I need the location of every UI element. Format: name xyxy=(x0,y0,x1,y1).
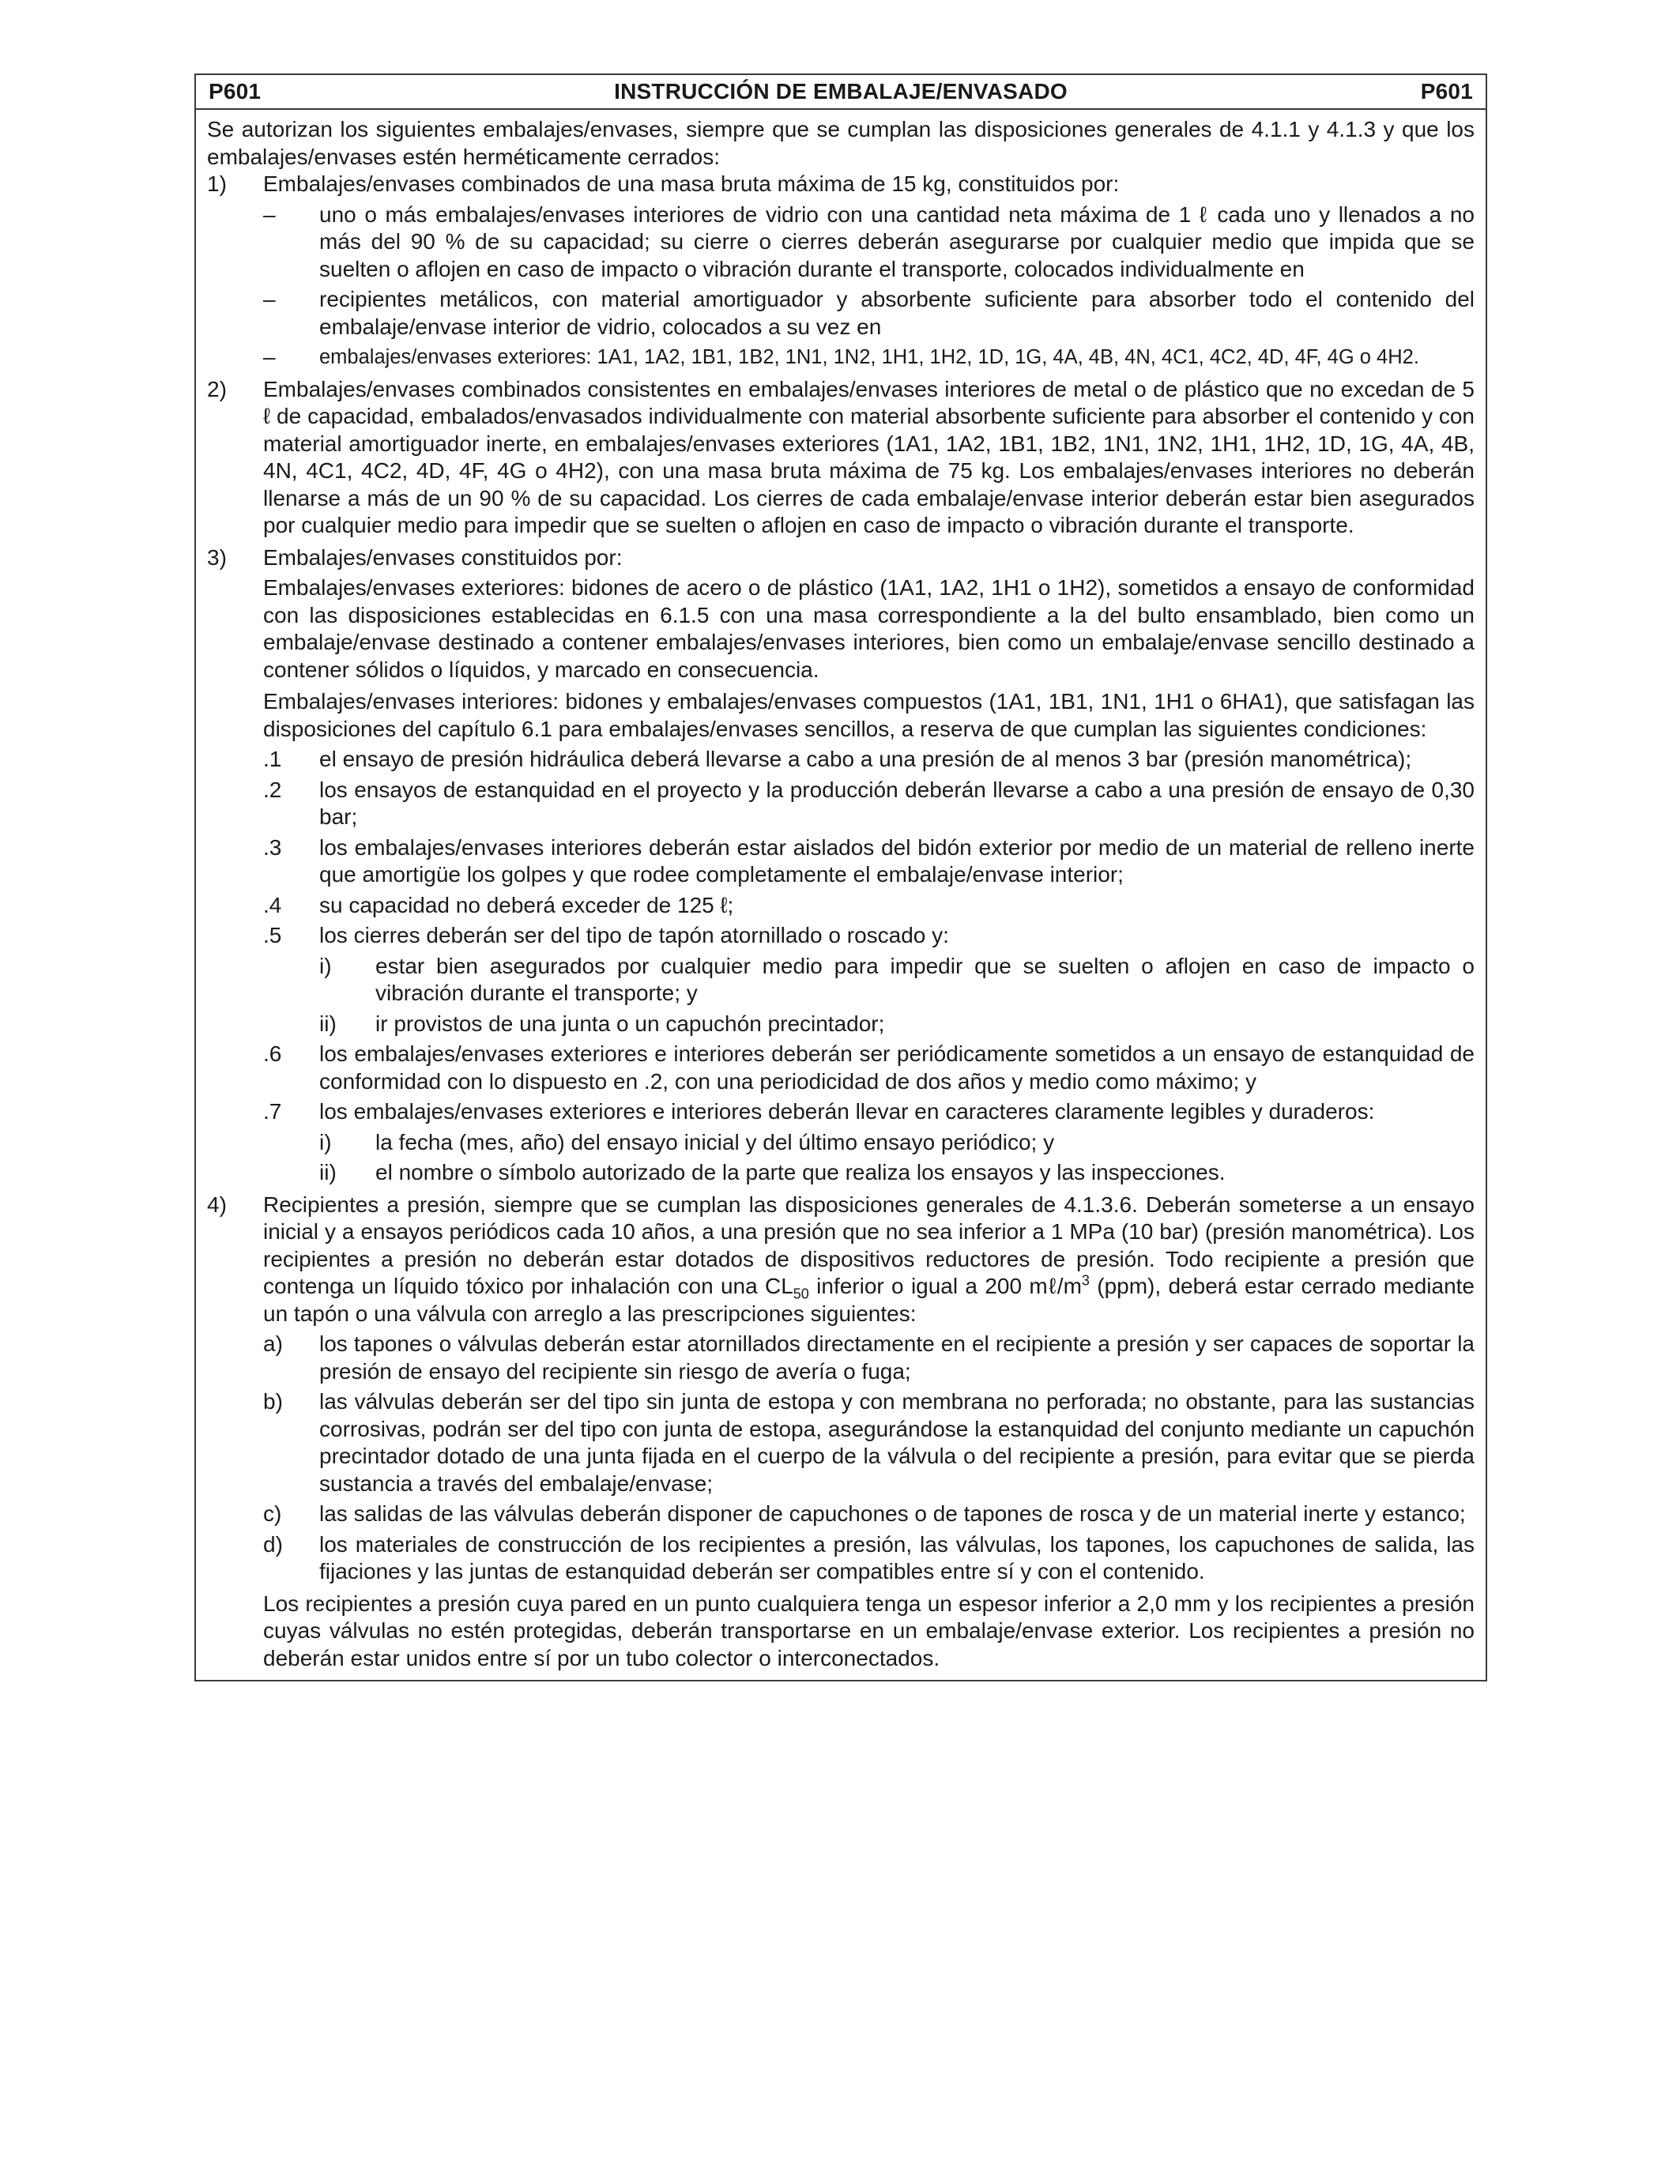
sub-condition-text: ir provistos de una junta o un capuchón precintador; xyxy=(375,1011,885,1036)
condition-number: .5 xyxy=(263,923,282,947)
condition-item xyxy=(207,892,1475,920)
sub-condition-item xyxy=(207,1159,1475,1187)
section-number: 4) xyxy=(207,1192,227,1217)
list-item xyxy=(207,201,1475,284)
sub-condition-text: el nombre o símbolo autorizado de la parte que realiza los ensayos y las inspecciones. xyxy=(375,1160,1226,1184)
condition-text: los cierres deberán ser del tipo de tapón atornillado o roscado y: xyxy=(319,923,949,947)
dash-marker: – xyxy=(263,345,276,369)
requirement-letter: c) xyxy=(263,1501,282,1526)
list-item-text: recipientes metálicos, con material amortiguador y absorbente suficiente para absorber todo el contenido del embalaje/envase interior de vidrio, colocados a su vez en xyxy=(319,287,1475,339)
requirement-item xyxy=(207,1388,1475,1497)
list-item xyxy=(207,286,1475,341)
condition-item xyxy=(207,922,1475,950)
instruction-title: INSTRUCCIÓN DE EMBALAJE/ENVASADO xyxy=(614,79,1068,104)
section-number: 1) xyxy=(207,171,227,196)
requirement-item xyxy=(207,1531,1475,1586)
requirement-letter: d) xyxy=(263,1531,283,1557)
sub-condition-item xyxy=(207,1011,1475,1038)
condition-number: .3 xyxy=(263,834,282,860)
sub-condition-item xyxy=(207,1129,1475,1157)
sub-condition-text: la fecha (mes, año) del ensayo inicial y del último ensayo periódico; y xyxy=(375,1129,1055,1154)
sub-condition-text: estar bien asegurados por cualquier medio para impedir que se suelten o aflojen en caso de impacto o vibración durante el transporte; y xyxy=(375,953,1475,1005)
instruction-code-right: P601 xyxy=(1420,79,1473,104)
section-1 xyxy=(207,171,1475,198)
requirement-item xyxy=(207,1501,1475,1528)
condition-number: .6 xyxy=(263,1041,282,1066)
section-text: Embalajes/envases combinados de una masa bruta máxima de 15 kg, constituidos por: xyxy=(263,171,1120,196)
condition-item xyxy=(207,1098,1475,1126)
condition-number: .2 xyxy=(263,777,282,802)
section-text xyxy=(263,1192,1475,1328)
section-3 xyxy=(207,544,1475,572)
condition-text: los ensayos de estanquidad en el proyecto y la producción deberán llevarse a cabo a una presión de ensayo de 0,30 bar; xyxy=(319,777,1475,829)
section-text: Embalajes/envases constituidos por: xyxy=(263,544,623,570)
dash-marker: – xyxy=(263,201,276,227)
section-text-part: inferior o igual a 200 mℓ/m xyxy=(808,1274,1082,1298)
condition-number: .7 xyxy=(263,1099,282,1124)
instruction-code-left: P601 xyxy=(209,79,262,104)
outer-packagings-paragraph: Embalajes/envases exteriores: bidones de acero o de plástico (1A1, 1A2, 1H1 o 1H2), sometidos a ensayo de conformidad con las disposiciones establecidas en 6.1.5 con una masa correspondiente a la del bulto ensamblado, bien como un embalaje/envase destinado a contener embalajes/envases interiores, bien como un embalaje/envase sencillo destinado a contener sólidos o líquidos, y marcado en consecuencia. xyxy=(263,575,1475,682)
condition-text: los embalajes/envases exteriores e interiores deberán ser periódicamente sometidos a un ensayo de estanquidad de conformidad con lo dispuesto en .2, con una periodicidad de dos años y medio como máximo; y xyxy=(319,1041,1475,1094)
requirement-letter: a) xyxy=(263,1331,283,1356)
requirement-text: las válvulas deberán ser del tipo sin junta de estopa y con membrana no perforada; no obstante, para las sustancias corrosivas, podrán ser del tipo con junta de estopa, asegurándose la estanquidad del conjunto mediante un capuchón precintador dotado de una junta fijada en el cuerpo de la válvula o del recipiente a presión, para evitar que se pierda sustancia a través del embalaje/envase; xyxy=(319,1389,1475,1496)
sub-condition-item xyxy=(207,953,1475,1007)
condition-item xyxy=(207,746,1475,774)
requirement-text: los tapones o válvulas deberán estar atornillados directamente en el recipiente a presión y ser capaces de soportar la presión de ensayo del recipiente sin riesgo de avería o fuga; xyxy=(319,1331,1475,1384)
condition-text: su capacidad no deberá exceder de 125 ℓ; xyxy=(319,892,734,917)
list-item-text: uno o más embalajes/envases interiores de vidrio con una cantidad neta máxima de 1 ℓ cada uno y llenados a no más del 90 % de su capacidad; su cierre o cierres deberán asegurarse por cualquier medio que impida que se suelten o aflojen en caso de impacto o vibración durante el transporte, colocados individualmente en xyxy=(319,201,1475,281)
condition-text: los embalajes/envases exteriores e interiores deberán llevar en caracteres claramente legibles y duraderos: xyxy=(319,1099,1375,1124)
dash-marker: – xyxy=(263,287,276,311)
packing-instruction-table xyxy=(194,73,1487,1681)
subscript-50: 50 xyxy=(793,1286,809,1302)
section-2 xyxy=(207,376,1475,540)
intro-paragraph: Se autorizan los siguientes embalajes/envases, siempre que se cumplan las disposiciones generales de 4.1.1 y 4.1.3 y que los embalajes/envases estén herméticamente cerrados: xyxy=(207,117,1475,169)
sub-condition-number: i) xyxy=(319,953,332,978)
sub-condition-number: ii) xyxy=(319,1160,337,1184)
condition-number: .1 xyxy=(263,747,282,771)
section-number: 3) xyxy=(207,544,227,570)
condition-text: los embalajes/envases interiores deberán estar aislados del bidón exterior por medio de un material de relleno inerte que amortigüe los golpes y que rodee completamente el embalaje/envase interior; xyxy=(319,834,1475,887)
inner-packagings-paragraph: Embalajes/envases interiores: bidones y embalajes/envases compuestos (1A1, 1B1, 1N1, 1H1 o 6HA1), que satisfagan las disposiciones del capítulo 6.1 para embalajes/envases sencillos, a reserva de que cumplan las siguientes condiciones: xyxy=(263,689,1475,741)
list-item xyxy=(207,344,1475,371)
requirement-item xyxy=(207,1331,1475,1385)
condition-item xyxy=(207,777,1475,831)
section-text: Embalajes/envases combinados consistentes en embalajes/envases interiores de metal o de plástico que no excedan de 5 ℓ de capacidad, embalados/envasados individualmente con material absorbente suficiente para absorber el contenido y con material amortiguador inerte, en embalajes/envases exteriores (1A1, 1A2, 1B1, 1B2, 1N1, 1N2, 1H1, 1H2, 1D, 1G, 4A, 4B, 4N, 4C1, 4C2, 4D, 4F, 4G o 4H2), con una masa bruta máxima de 75 kg. Los embalajes/envases interiores no deberán llenarse a más de un 90 % de su capacidad. Los cierres de cada embalaje/envase interior deberán estar bien asegurados por cualquier medio para impedir que se suelten o aflojen en caso de impacto o vibración durante el transporte. xyxy=(263,376,1475,537)
section-number: 2) xyxy=(207,376,227,401)
section-text-part: (ppm), deberá estar cerrado mediante un tapón o una válvula con arreglo a las prescripciones siguientes: xyxy=(263,1274,1475,1326)
condition-number: .4 xyxy=(263,892,282,917)
requirement-text: los materiales de construcción de los recipientes a presión, las válvulas, los tapones, los capuchones de salida, las fijaciones y las juntas de estanquidad deberán ser compatibles entre sí y con el contenido. xyxy=(319,1531,1475,1583)
list-item-text: embalajes/envases exteriores: 1A1, 1A2, 1B1, 1B2, 1N1, 1N2, 1H1, 1H2, 1D, 1G, 4A, 4B, 4N, 4C1, 4C2, 4D, 4F, 4G o 4H2. xyxy=(319,346,1419,368)
section-text-part: Recipientes a presión, siempre que se cumplan las disposiciones generales de 4.1.3.6. Deberán someterse a un ensayo inicial y a ensayos periódicos cada 10 años, a una presión que no sea inferior a 1 MPa (10 bar) (presión manométrica). Los recipientes a presión no deberán estar dotados de dispositivos reductores de presión. Todo recipiente a presión que contenga un líquido tóxico por inhalación con una CL xyxy=(263,1192,1475,1298)
condition-item xyxy=(207,1041,1475,1095)
condition-item xyxy=(207,834,1475,889)
table-body xyxy=(196,110,1486,1680)
requirement-text: las salidas de las válvulas deberán disponer de capuchones o de tapones de rosca y de un material inerte y estanco; xyxy=(319,1501,1466,1526)
section-4 xyxy=(207,1192,1475,1328)
sub-condition-number: ii) xyxy=(319,1011,337,1036)
condition-text: el ensayo de presión hidráulica deberá llevarse a cabo a una presión de al menos 3 bar (presión manométrica); xyxy=(319,747,1412,771)
requirement-letter: b) xyxy=(263,1389,283,1414)
closing-paragraph: Los recipientes a presión cuya pared en un punto cualquiera tenga un espesor inferior a 2,0 mm y los recipientes a presión cuyas válvulas no estén protegidas, deberán transportarse en un embalaje/envase exterior. Los recipientes a presión no deberán estar unidos entre sí por un tubo colector o interconectados. xyxy=(263,1591,1475,1670)
superscript-3: 3 xyxy=(1081,1272,1090,1289)
sub-condition-number: i) xyxy=(319,1129,332,1154)
table-header xyxy=(196,75,1486,110)
